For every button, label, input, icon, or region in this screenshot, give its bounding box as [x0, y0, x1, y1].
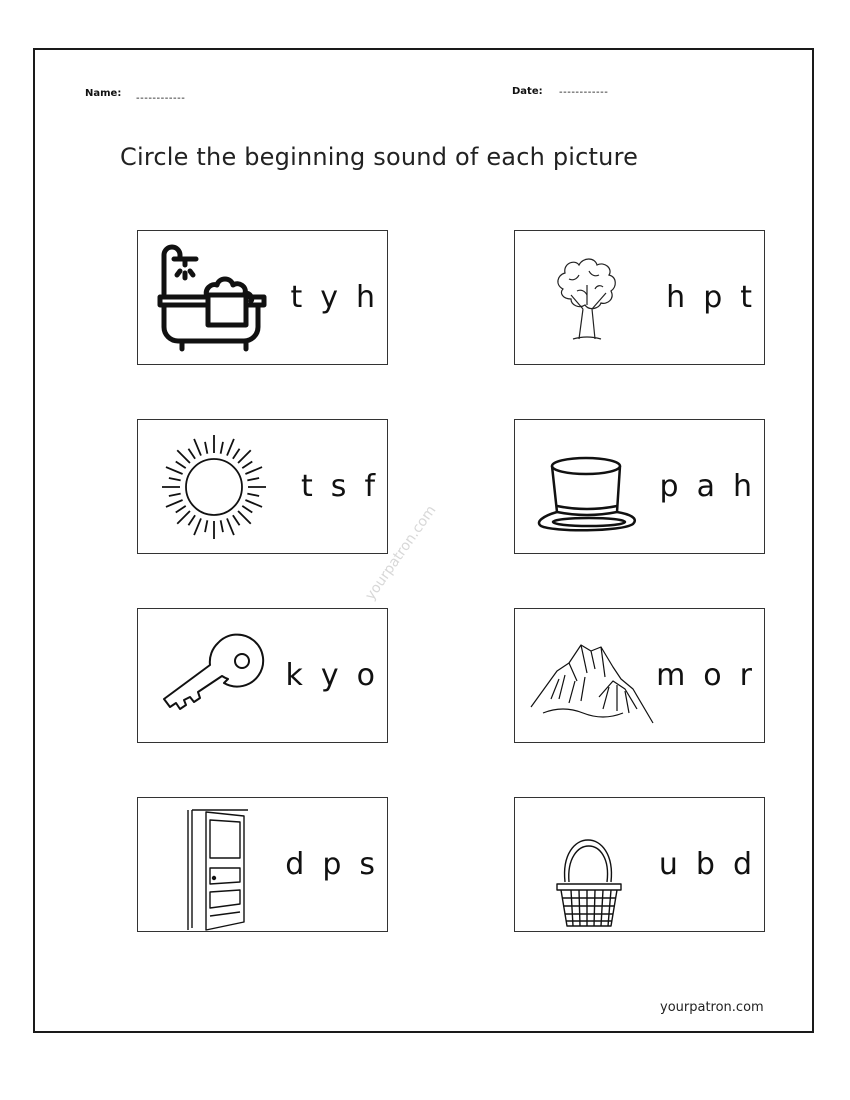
letter-option[interactable]: t: [740, 280, 752, 315]
letter-options: [267, 798, 375, 931]
instruction-text: Circle the beginning sound of each picture: [120, 143, 639, 171]
sun-ray: [221, 520, 223, 532]
sun-ray: [245, 500, 262, 507]
door-icon: [152, 806, 272, 924]
letter-option[interactable]: m: [656, 658, 686, 693]
card-tree: [514, 230, 765, 365]
letter-option[interactable]: p: [322, 847, 342, 882]
letter-option[interactable]: s: [330, 469, 347, 504]
sun-ray: [238, 511, 251, 524]
letter-option[interactable]: h: [666, 280, 686, 315]
sun-ray: [242, 506, 252, 513]
footer-site: yourpatron.com: [660, 1000, 764, 1015]
letter-option[interactable]: p: [703, 280, 723, 315]
letter-option[interactable]: d: [732, 847, 752, 882]
letter-options: [642, 420, 752, 553]
letter-option[interactable]: d: [285, 847, 305, 882]
card-mountain: [514, 608, 765, 743]
letter-option[interactable]: t: [301, 469, 313, 504]
letter-option[interactable]: o: [703, 658, 722, 693]
letter-options: [272, 231, 375, 364]
sun-ray: [177, 511, 190, 524]
sun-ray: [245, 467, 262, 474]
sun-ray: [205, 442, 207, 454]
letter-option[interactable]: u: [658, 847, 678, 882]
watermark: yourpatron.com: [362, 502, 440, 604]
card-basket: [514, 797, 765, 932]
sun-ray: [188, 515, 195, 525]
sun-ray: [169, 494, 181, 496]
date-label: Date:: [512, 86, 543, 97]
name-label: Name:: [85, 88, 122, 99]
sun-ray: [227, 518, 234, 535]
sun-icon: [152, 428, 272, 546]
letter-option[interactable]: h: [732, 469, 752, 504]
sun-ray: [205, 520, 207, 532]
letter-option[interactable]: f: [364, 469, 375, 504]
letter-option[interactable]: o: [356, 658, 375, 693]
letter-option[interactable]: a: [696, 469, 715, 504]
sun-ray: [221, 442, 223, 454]
letter-options: [648, 231, 752, 364]
sun-ray: [194, 439, 201, 456]
basket-icon: [529, 806, 649, 924]
sun-ray: [247, 478, 259, 480]
key-icon: [152, 617, 272, 735]
mountain-icon: [529, 617, 649, 735]
letter-option[interactable]: y: [320, 658, 339, 693]
card-sun: [137, 419, 388, 554]
tree-icon: [529, 239, 649, 357]
sun-ray: [188, 449, 195, 459]
card-hat: [514, 419, 765, 554]
letter-option[interactable]: r: [739, 658, 752, 693]
sun-ray: [176, 506, 186, 513]
letter-option[interactable]: h: [355, 280, 375, 315]
sun-ray: [242, 461, 252, 468]
hat-icon: [529, 428, 649, 546]
letter-options: [283, 420, 375, 553]
bathtub-icon: [152, 239, 272, 357]
name-blank[interactable]: ------------: [136, 93, 186, 104]
sun-ray: [238, 450, 251, 463]
letter-option[interactable]: p: [659, 469, 679, 504]
sun-ray: [247, 494, 259, 496]
sun-ray: [166, 500, 183, 507]
sun-ray: [169, 478, 181, 480]
sun-ray: [176, 461, 186, 468]
card-door: [137, 797, 388, 932]
card-key: [137, 608, 388, 743]
sun-ray: [194, 518, 201, 535]
sun-ray: [227, 439, 234, 456]
sun-ray: [233, 515, 240, 525]
letter-option[interactable]: y: [320, 280, 338, 315]
sun-ray: [233, 449, 240, 459]
letter-option[interactable]: k: [285, 658, 303, 693]
sun-ray: [177, 450, 190, 463]
letter-options: [641, 798, 752, 931]
sun-ray: [166, 467, 183, 474]
letter-options: [638, 609, 752, 742]
letter-options: [268, 609, 376, 742]
card-bathtub: [137, 230, 388, 365]
letter-option[interactable]: s: [359, 847, 375, 882]
letter-option[interactable]: b: [695, 847, 715, 882]
date-blank[interactable]: ------------: [559, 87, 609, 98]
letter-option[interactable]: t: [290, 280, 303, 315]
